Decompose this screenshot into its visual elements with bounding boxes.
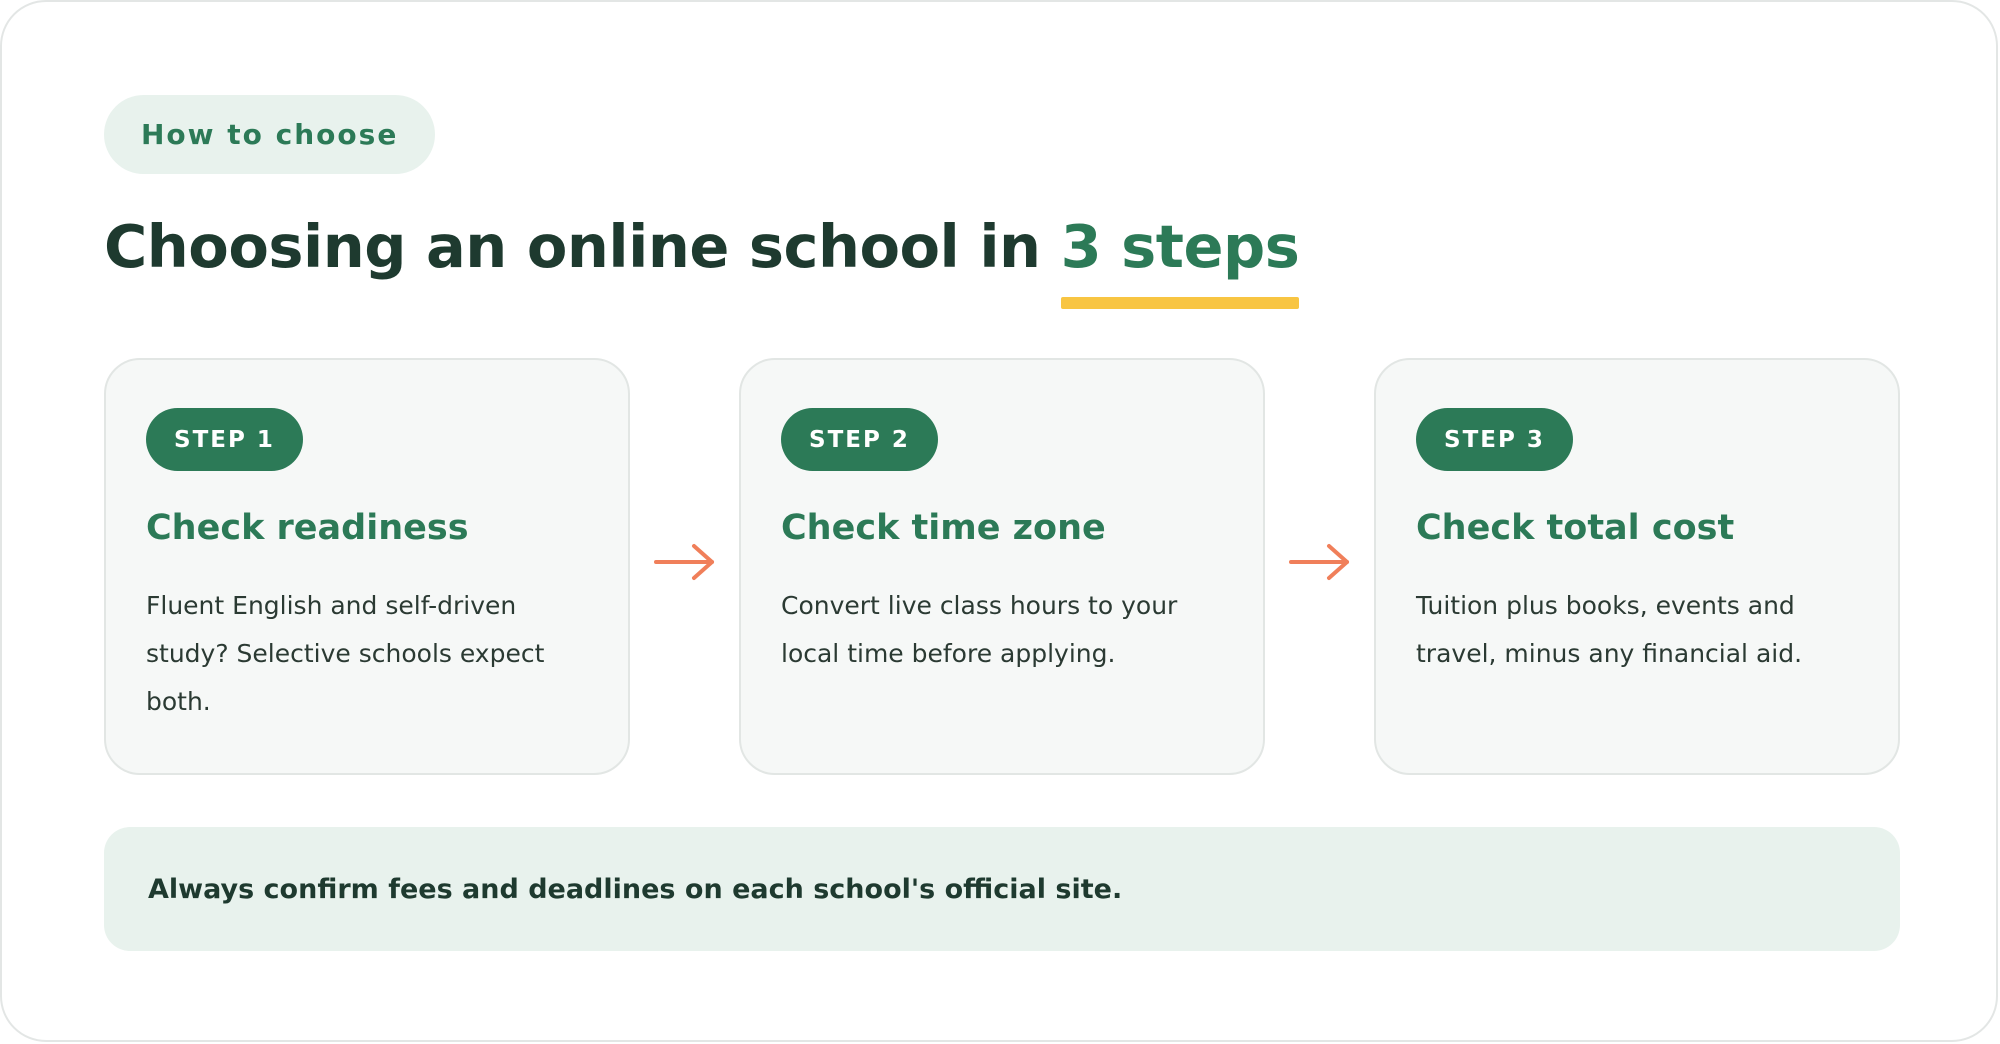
title-underline xyxy=(1061,297,1300,309)
step-badge xyxy=(781,408,938,471)
page-title xyxy=(104,212,1299,292)
eyebrow-label: How to choose xyxy=(141,118,399,151)
step-description: Fluent English and self-driven study? Selective schools expect both. xyxy=(146,591,545,716)
step-badge-label: STEP 2 xyxy=(809,426,910,453)
confirmation-note-text: Always confirm fees and deadlines on each school's official site. xyxy=(148,873,1123,905)
step-card-time-zone xyxy=(739,358,1265,775)
title-accent-text: 3 steps xyxy=(1060,212,1300,281)
step-badge xyxy=(146,408,303,471)
arrow-right-icon xyxy=(654,542,718,582)
arrow-right-icon xyxy=(1289,542,1353,582)
step-title: Check total cost xyxy=(1416,508,1735,548)
step-card-readiness xyxy=(104,358,630,775)
step-title: Check readiness xyxy=(146,508,469,548)
step-badge-label: STEP 3 xyxy=(1444,426,1545,453)
step-description: Tuition plus books, events and travel, minus any financial aid. xyxy=(1416,591,1803,668)
section-eyebrow-pill xyxy=(104,95,435,174)
step-title: Check time zone xyxy=(781,508,1106,548)
step-badge xyxy=(1416,408,1573,471)
title-lead: Choosing an online school in xyxy=(104,212,1061,281)
confirmation-note xyxy=(104,827,1900,951)
step-badge-label: STEP 1 xyxy=(174,426,275,453)
step-card-total-cost xyxy=(1374,358,1900,775)
step-description: Convert live class hours to your local time before applying. xyxy=(781,591,1178,668)
title-accent xyxy=(1061,212,1300,281)
